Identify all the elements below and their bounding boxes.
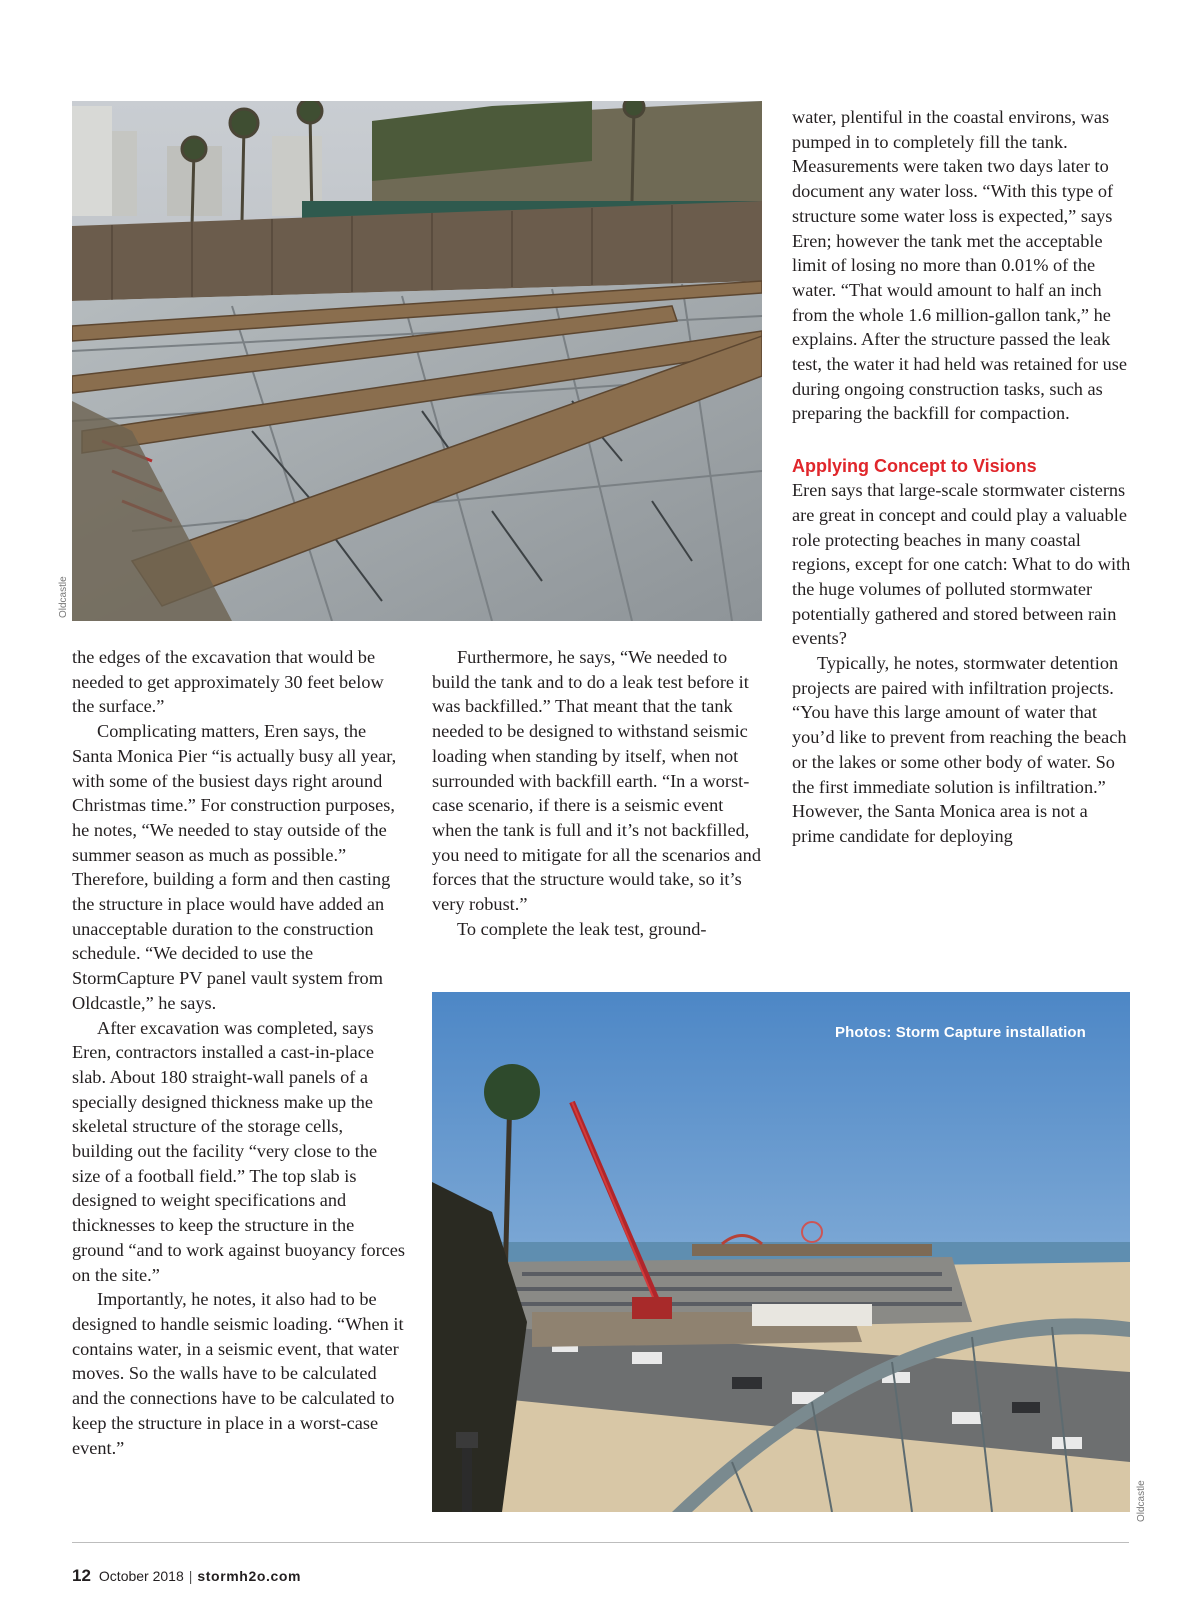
footer-separator: |: [188, 1568, 193, 1584]
paragraph: After excavation was completed, says Eren, contractors installed a cast-in-place slab. About 180 straight-wall panels of a specially designed thickness make up the skeletal structure of the storage cells, building out the facility “very close to the size of a football field.” The top slab is designed to weight specifications and thicknesses to keep the structure in the ground “and to work against buoyancy forces on the site.”: [72, 1017, 406, 1285]
paragraph: Eren says that large-scale stormwater cisterns are great in concept and could play a valuable role protecting beaches in many coastal regions, except for one catch: What to do with the huge volumes of polluted stormwater potentially gathered and stored between rain events?: [792, 480, 1131, 649]
text-column-left: [72, 645, 407, 1460]
photo-caption: Photos: Storm Capture installation: [835, 1024, 1086, 1041]
paragraph: the edges of the excavation that would be needed to get approximately 30 feet below the surface.”: [72, 647, 384, 717]
page-footer: [72, 1566, 301, 1586]
footer-divider: [72, 1542, 1129, 1543]
paragraph: Complicating matters, Eren says, the Santa Monica Pier “is actually busy all year, with some of the busiest days right around Christmas time.” For construction purposes, he notes, “We needed to stay outside of the summer season as much as possible.” Therefore, building a form and then casting the structure in place would have added an unacceptable duration to the construction schedule. “We decided to use the StormCapture PV panel vault system from Oldcastle,” he says.: [72, 721, 397, 1013]
photo-top-excavation: [72, 101, 762, 621]
photo-top-credit: Oldcastle: [58, 576, 69, 618]
text-column-right: [792, 105, 1132, 849]
page-number: 12: [72, 1566, 91, 1585]
paragraph: water, plentiful in the coastal environs, was pumped in to completely fill the tank. Measurements were taken two days later to document any water loss. “With this type of structure some water loss is expected,” says Eren; however the tank met the acceptable limit of losing no more than 0.01% of the water. “That would amount to half an inch from the whole 1.6 million-gallon tank,” he explains. After the structure passed the leak test, the water it had held was retained for use during ongoing construction tasks, such as preparing the backfill for compaction.: [792, 107, 1128, 424]
text-column-middle: [432, 645, 767, 941]
photo-bottom-beach: [432, 992, 1130, 1512]
paragraph: Importantly, he notes, it also had to be designed to handle seismic loading. “When it contains water, in a seismic event, that water moves. So the walls have to be calculated and the connections have to be calculated to keep the structure in place in a worst-case event.”: [72, 1289, 404, 1458]
photo-bottom-credit: Oldcastle: [1136, 1480, 1147, 1522]
paragraph: Typically, he notes, stormwater detention projects are paired with infiltration projects. “You have this large amount of water that you’d like to prevent from reaching the beach or the lakes or some other body of water. So the first immediate solution is infiltration.” However, the Santa Monica area is not a prime candidate for deploying: [792, 653, 1127, 846]
section-subhead: Applying Concept to Visions: [792, 456, 1037, 477]
issue-date: October 2018: [98, 1568, 184, 1584]
site-url[interactable]: stormh2o.com: [197, 1568, 302, 1584]
paragraph: To complete the leak test, ground-: [457, 918, 707, 939]
paragraph: Furthermore, he says, “We needed to build the tank and to do a leak test before it was backfilled.” That meant that the tank needed to be designed to withstand seismic loading when standing by itself, when not surrounded with backfill earth. “In a worst-case scenario, if there is a seismic event when the tank is full and it’s not backfilled, you need to mitigate for all the scenarios and forces that the structure would take, so it’s very robust.”: [432, 647, 761, 915]
